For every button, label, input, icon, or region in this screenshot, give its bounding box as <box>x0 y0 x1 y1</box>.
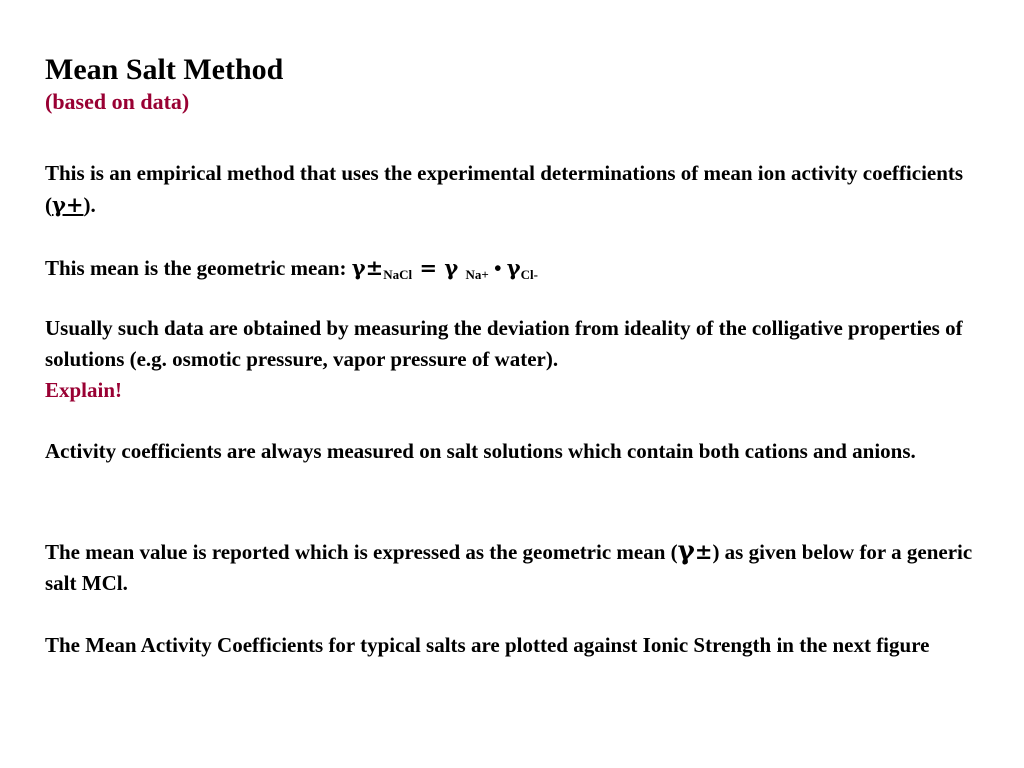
paragraph-4-text: Activity coefficients are always measured on salt solutions which contain both cations and anions. <box>45 439 916 463</box>
paragraph-empirical-method <box>45 158 985 221</box>
paragraph-5-text-b: ) as given below for a generic salt MCl. <box>45 540 973 595</box>
slide-title: Mean Salt Method <box>45 53 284 86</box>
slide-content <box>45 52 985 657</box>
explain-accent: Explain! <box>45 378 123 402</box>
paragraph-colligative <box>45 313 985 406</box>
plus-minus-symbol: ± <box>694 539 713 564</box>
gamma-pm-symbol: γ± <box>351 255 384 280</box>
paragraph-next-figure <box>45 630 985 661</box>
formula-dot: • <box>488 256 507 280</box>
subscript-na: Na+ <box>465 267 489 282</box>
paragraph-5-text-a: The mean value is reported which is expressed as the geometric mean ( <box>45 540 678 564</box>
slide-subtitle: (based on data) <box>45 89 190 114</box>
gamma-plus-symbol: γ+ <box>52 192 84 217</box>
paragraph-1-end: ). <box>83 193 96 217</box>
gamma-symbol: γ <box>506 255 521 280</box>
paragraph-2-text: This mean is the geometric mean: <box>45 256 352 280</box>
paragraph-activity-coefficients <box>45 436 985 467</box>
formula-equals: = γ <box>412 255 466 280</box>
subscript-nacl: NaCl <box>383 267 413 282</box>
paragraph-geometric-mean <box>45 252 985 284</box>
subscript-cl: Cl- <box>520 267 538 282</box>
paragraph-3-text: Usually such data are obtained by measuring the deviation from ideality of the colligative properties of solutions (e.g. osmotic pressure, vapor pressure of water). <box>45 316 963 371</box>
paragraph-mean-value <box>45 536 985 599</box>
gamma-large-symbol: γ <box>677 536 695 566</box>
paragraph-1-text: This is an empirical method that uses the experimental determinations of mean ion activity coefficients ( <box>45 161 964 217</box>
paragraph-6-text: The Mean Activity Coefficients for typical salts are plotted against Ionic Strength in the next figure <box>45 633 930 657</box>
